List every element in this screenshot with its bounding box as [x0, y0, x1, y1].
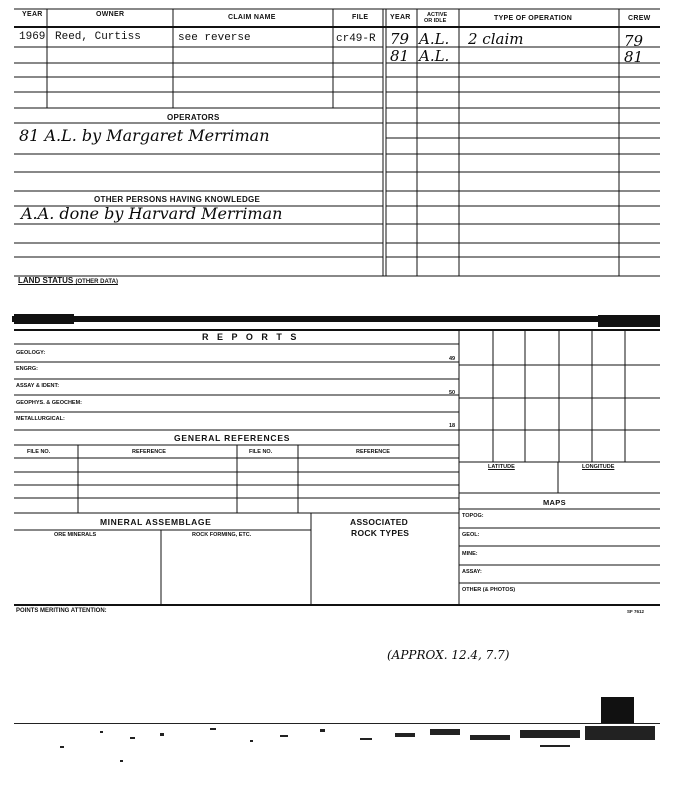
operation-active: A.L. — [419, 30, 450, 48]
report-row-label: GEOLOGY: — [16, 350, 46, 356]
land-status-label: LAND STATUS (OTHER DATA) — [18, 276, 118, 285]
map-row-label: OTHER (& PHOTOS) — [462, 587, 516, 593]
header-year-2: YEAR — [390, 14, 411, 21]
mineral-assemblage-heading: MINERAL ASSEMBLAGE — [100, 517, 212, 527]
operation-type: 2 claim — [468, 30, 524, 48]
entry-year: 1969 — [19, 31, 46, 43]
operation-crew: 81 — [624, 48, 644, 66]
map-row-label: TOPOG: — [462, 513, 484, 519]
associated-header: ASSOCIATED — [350, 517, 409, 527]
operation-year: 81 — [390, 47, 410, 65]
entry-file: cr49-R — [336, 33, 376, 45]
entry-owner: Reed, Curtiss — [55, 31, 141, 43]
header-type-of-operation: TYPE OF OPERATION — [494, 15, 573, 22]
reports-heading: R E P O R T S — [202, 332, 300, 342]
approx-coordinates-note: (APPROX. 12.4, 7.7) — [387, 648, 510, 662]
operators-entry: 81 A.L. by Margaret Merriman — [19, 126, 270, 145]
header-owner: OWNER — [96, 11, 125, 18]
report-row-label: GEOPHYS. & GEOCHEM: — [16, 400, 83, 406]
column-header: REFERENCE — [356, 449, 390, 455]
rock-types-header: ROCK TYPES — [351, 528, 410, 538]
report-row-num: 50 — [449, 390, 456, 396]
header-or-idle: OR IDLE — [424, 18, 447, 24]
operation-crew: 79 — [624, 32, 644, 50]
operation-year: 79 — [390, 30, 410, 48]
report-row-label: ASSAY & IDENT: — [16, 383, 60, 389]
form-code: SF 7612 — [627, 609, 645, 614]
header-file: FILE — [352, 14, 369, 21]
report-row-num: 18 — [449, 423, 456, 429]
column-header: FILE NO. — [27, 449, 51, 455]
header-claim-name: CLAIM NAME — [228, 14, 276, 21]
operators-heading: OPERATORS — [167, 113, 220, 122]
map-row-label: MINE: — [462, 551, 478, 557]
header-crew: CREW — [628, 15, 651, 22]
column-header: FILE NO. — [249, 449, 273, 455]
maps-heading: MAPS — [543, 498, 566, 507]
points-meriting-attention: POINTS MERITING ATTENTION: — [16, 608, 107, 614]
report-row-num: 49 — [449, 356, 456, 362]
report-row-label: METALLURGICAL: — [16, 416, 65, 422]
other-persons-entry: A.A. done by Harvard Merriman — [21, 204, 283, 223]
ore-minerals-header: ORE MINERALS — [54, 532, 97, 538]
other-persons-heading: OTHER PERSONS HAVING KNOWLEDGE — [94, 195, 261, 204]
general-references-heading: GENERAL REFERENCES — [174, 433, 291, 443]
operation-active: A.L. — [419, 47, 450, 65]
header-year: YEAR — [22, 11, 43, 18]
latitude-label: LATITUDE — [488, 464, 515, 470]
column-header: REFERENCE — [132, 449, 166, 455]
report-row-label: ENGRG: — [16, 366, 38, 372]
map-row-label: ASSAY: — [462, 569, 482, 575]
rock-forming-header: ROCK FORMING, ETC. — [192, 532, 252, 538]
longitude-label: LONGITUDE — [582, 464, 615, 470]
header-active: ACTIVE — [427, 12, 448, 18]
entry-claim-name: see reverse — [178, 32, 251, 44]
map-row-label: GEOL: — [462, 532, 480, 538]
